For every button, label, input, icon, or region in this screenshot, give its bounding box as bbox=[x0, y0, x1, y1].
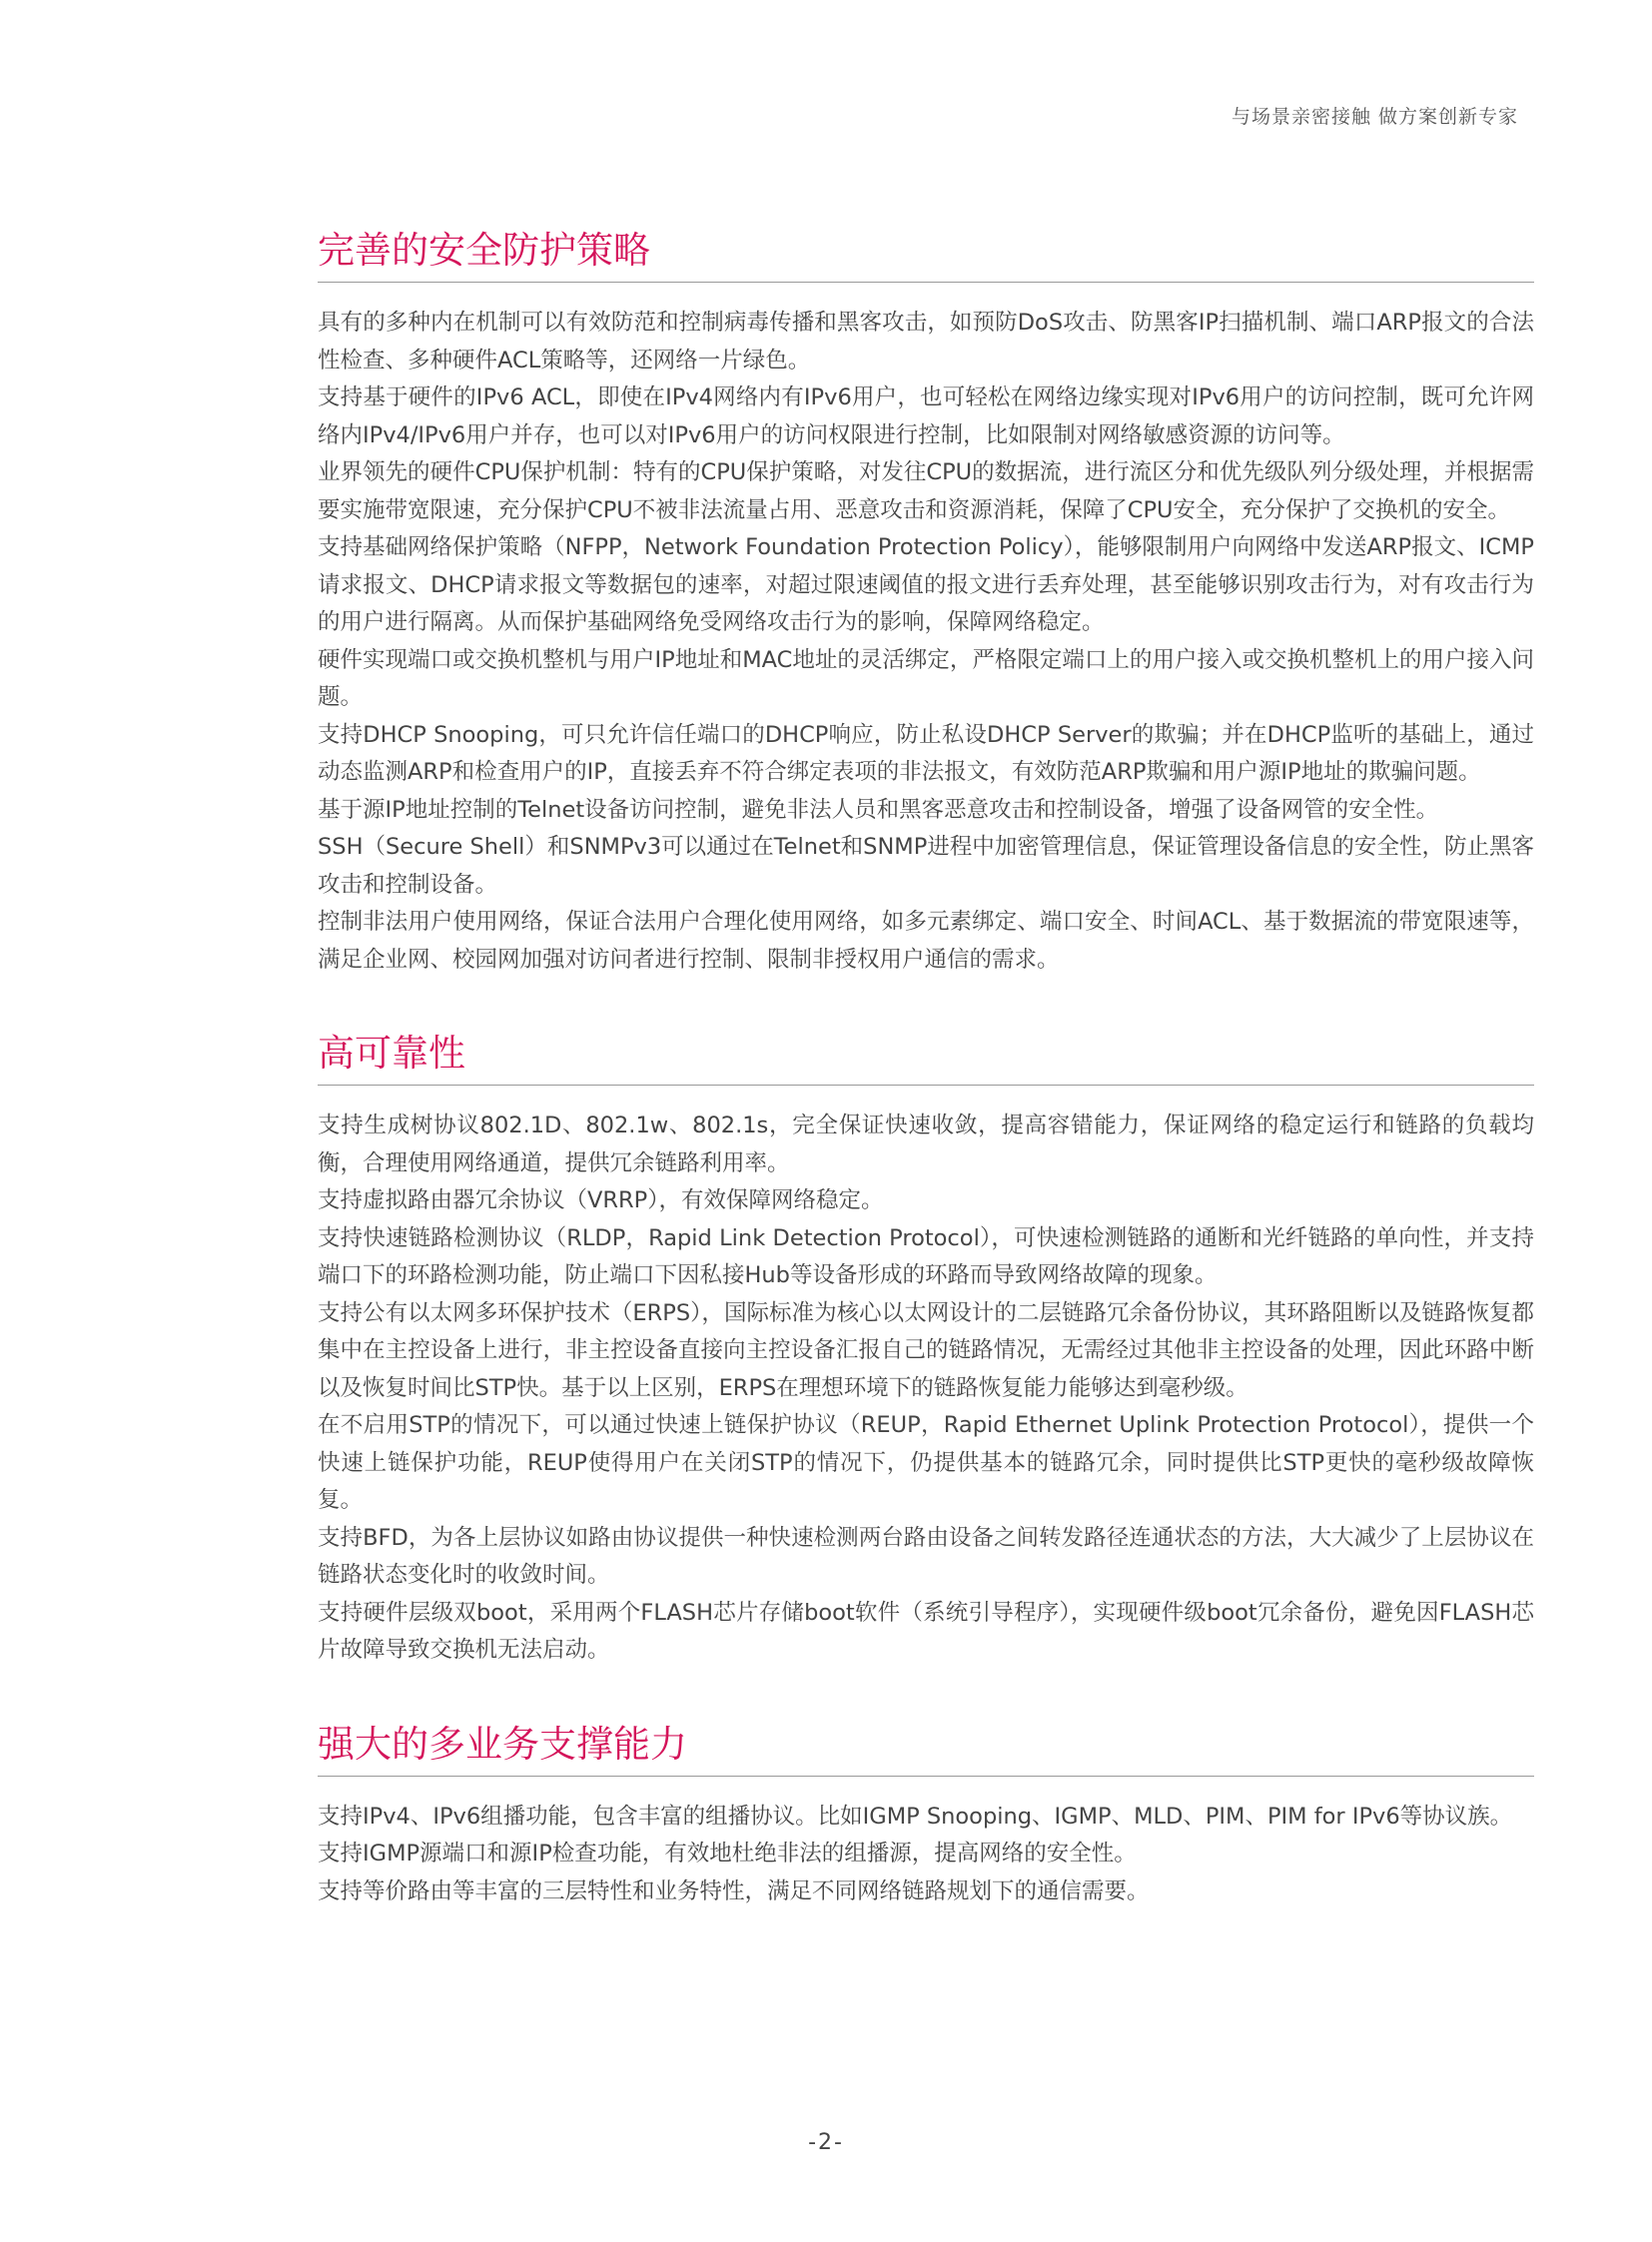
paragraph: 支持基于硬件的IPv6 ACL，即使在IPv4网络内有IPv6用户，也可轻松在网络边缘实现对IPv6用户的访问控制，既可允许网络内IPv4/IPv6用户并存，也可以对IPv6用户的访问权限进行控制，比如限制对网络敏感资源的访问等。 bbox=[318, 384, 1534, 448]
section-body-security bbox=[318, 305, 1534, 979]
paragraph: 支持虚拟路由器冗余协议（VRRP），有效保障网络稳定。 bbox=[318, 1187, 884, 1213]
paragraph: 支持公有以太网多环保护技术（ERPS），国际标准为核心以太网设计的二层链路冗余备份协议，其环路阻断以及链路恢复都集中在主控设备上进行，非主控设备直接向主控设备汇报自己的链路情况，无需经过其他非主控设备的处理，因此环路中断以及恢复时间比STP快。基于以上区别，ERPS在理想环境下的链路恢复能力能够达到毫秒级。 bbox=[318, 1299, 1534, 1401]
document-body bbox=[318, 226, 1534, 1960]
section-title-multiservice: 强大的多业务支撑能力 bbox=[318, 1720, 1534, 1777]
section-title-reliability: 高可靠性 bbox=[318, 1029, 1534, 1086]
section-body-multiservice bbox=[318, 1799, 1534, 1911]
section-title-security: 完善的安全防护策略 bbox=[318, 226, 1534, 283]
paragraph: 具有的多种内在机制可以有效防范和控制病毒传播和黑客攻击，如预防DoS攻击、防黑客IP扫描机制、端口ARP报文的合法性检查、多种硬件ACL策略等，还网络一片绿色。 bbox=[318, 310, 1534, 374]
paragraph: 支持基础网络保护策略（NFPP，Network Foundation Protection Policy），能够限制用户向网络中发送ARP报文、ICMP请求报文、DHCP请求报文等数据包的速率，对超过限速阈值的报文进行丢弃处理，甚至能够识别攻击行为，对有攻击行为的用户进行隔离。从而保护基础网络免受网络攻击行为的影响，保障网络稳定。 bbox=[318, 534, 1534, 635]
paragraph: 支持生成树协议802.1D、802.1w、802.1s，完全保证快速收敛，提高容错能力，保证网络的稳定运行和链路的负载均衡，合理使用网络通道，提供冗余链路利用率。 bbox=[318, 1113, 1534, 1176]
paragraph: 支持硬件层级双boot，采用两个FLASH芯片存储boot软件（系统引导程序），实现硬件级boot冗余备份，避免因FLASH芯片故障导致交换机无法启动。 bbox=[318, 1599, 1534, 1663]
paragraph: 支持BFD，为各上层协议如路由协议提供一种快速检测两台路由设备之间转发路径连通状态的方法，大大减少了上层协议在链路状态变化时的收敛时间。 bbox=[318, 1524, 1534, 1588]
paragraph: 硬件实现端口或交换机整机与用户IP地址和MAC地址的灵活绑定，严格限定端口上的用户接入或交换机整机上的用户接入问题。 bbox=[318, 646, 1534, 710]
paragraph: 支持快速链路检测协议（RLDP，Rapid Link Detection Protocol），可快速检测链路的通断和光纤链路的单向性，并支持端口下的环路检测功能，防止端口下因私接Hub等设备形成的环路而导致网络故障的现象。 bbox=[318, 1224, 1534, 1288]
paragraph: 支持IGMP源端口和源IP检查功能，有效地杜绝非法的组播源，提高网络的安全性。 bbox=[318, 1841, 1137, 1867]
paragraph: 支持DHCP Snooping，可只允许信任端口的DHCP响应，防止私设DHCP Server的欺骗；并在DHCP监听的基础上，通过动态监测ARP和检查用户的IP，直接丢弃不符合绑定表项的非法报文，有效防范ARP欺骗和用户源IP地址的欺骗问题。 bbox=[318, 721, 1534, 785]
section-security bbox=[318, 226, 1534, 979]
paragraph: 支持等价路由等丰富的三层特性和业务特性，满足不同网络链路规划下的通信需要。 bbox=[318, 1877, 1150, 1904]
paragraph: 业界领先的硬件CPU保护机制：特有的CPU保护策略，对发往CPU的数据流，进行流区分和优先级队列分级处理，并根据需要实施带宽限速，充分保护CPU不被非法流量占用、恶意攻击和资源消耗，保障了CPU安全，充分保护了交换机的安全。 bbox=[318, 459, 1534, 523]
paragraph: SSH（Secure Shell）和SNMPv3可以通过在Telnet和SNMP进程中加密管理信息，保证管理设备信息的安全性，防止黑客攻击和控制设备。 bbox=[318, 834, 1534, 898]
paragraph: 支持IPv4、IPv6组播功能，包含丰富的组播协议。比如IGMP Snooping、IGMP、MLD、PIM、PIM for IPv6等协议族。 bbox=[318, 1803, 1513, 1830]
section-reliability bbox=[318, 1029, 1534, 1670]
paragraph: 基于源IP地址控制的Telnet设备访问控制，避免非法人员和黑客恶意攻击和控制设备，增强了设备网管的安全性。 bbox=[318, 796, 1439, 823]
header-tagline: 与场景亲密接触 做方案创新专家 bbox=[1231, 106, 1518, 128]
section-multiservice bbox=[318, 1720, 1534, 1911]
section-body-reliability bbox=[318, 1108, 1534, 1670]
page-number: -2- bbox=[808, 2130, 844, 2155]
paragraph: 在不启用STP的情况下，可以通过快速上链保护协议（REUP，Rapid Ethernet Uplink Protection Protocol），提供一个快速上链保护功能，REUP使得用户在关闭STP的情况下，仍提供基本的链路冗余，同时提供比STP更快的毫秒级故障恢复。 bbox=[318, 1412, 1534, 1513]
paragraph: 控制非法用户使用网络，保证合法用户合理化使用网络，如多元素绑定、端口安全、时间ACL、基于数据流的带宽限速等，满足企业网、校园网加强对访问者进行控制、限制非授权用户通信的需求。 bbox=[318, 909, 1534, 973]
